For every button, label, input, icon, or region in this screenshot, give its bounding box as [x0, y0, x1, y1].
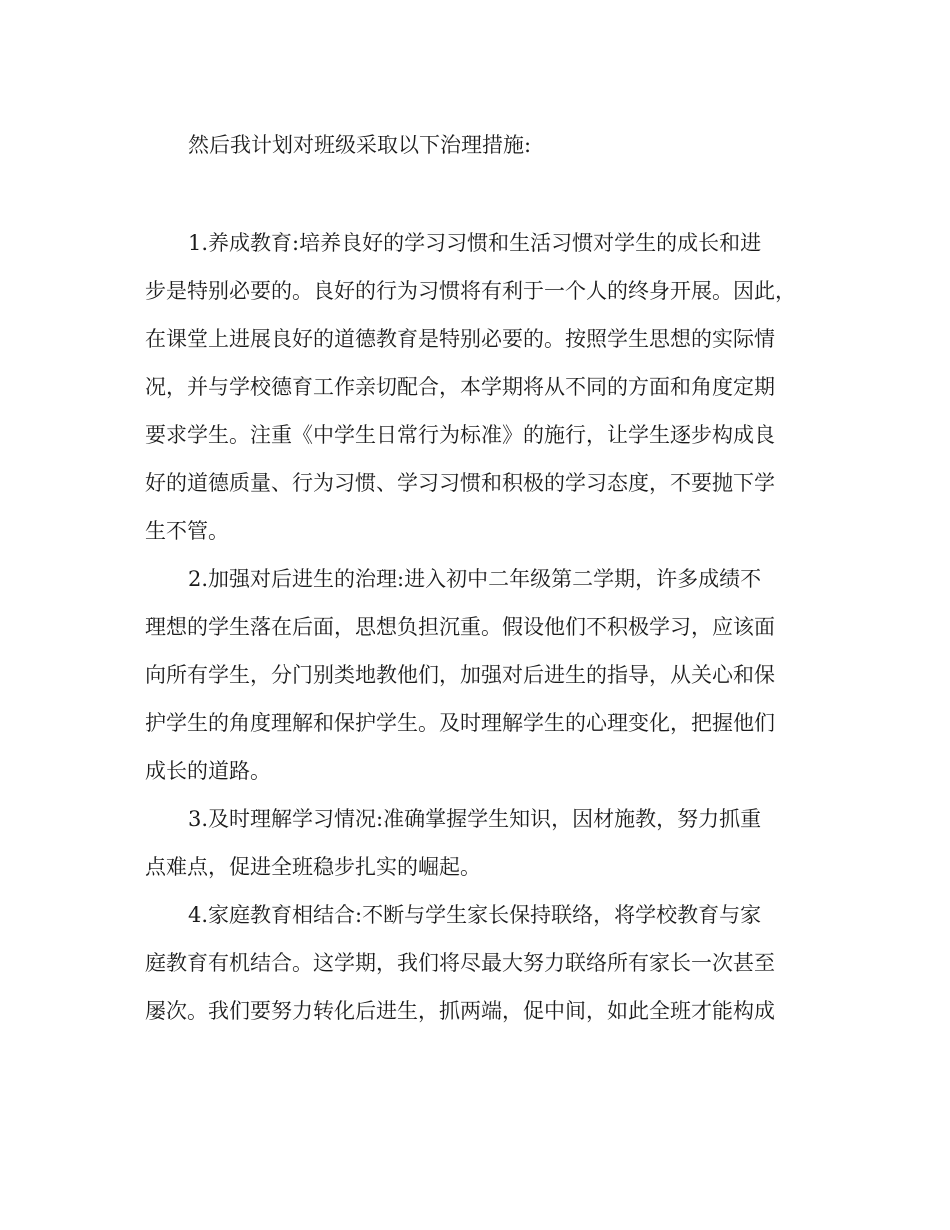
item-1-line-6: 好的道德质量、行为习惯、学习习惯和积极的学习态度，不要抛下学	[145, 471, 775, 495]
item-3-line-1: 3.及时理解学习情况:准确掌握学生知识，因材施教，努力抓重	[188, 807, 762, 831]
item-1-line-3: 在课堂上进展良好的道德教育是特别必要的。按照学生思想的实际情	[145, 327, 775, 351]
item-1-line-1: 1.养成教育:培养良好的学习习惯和生活习惯对学生的成长和进	[188, 231, 762, 255]
item-1-line-5: 要求学生。注重《中学生日常行为标准》的施行，让学生逐步构成良	[145, 423, 775, 447]
item-2-line-4: 护学生的角度理解和保护学生。及时理解学生的心理变化，把握他们	[145, 711, 775, 735]
item-2-line-3: 向所有学生，分门别类地教他们，加强对后进生的指导，从关心和保	[145, 663, 775, 687]
item-2-line-5: 成长的道路。	[145, 759, 271, 783]
item-2-line-2: 理想的学生落在后面，思想负担沉重。假设他们不积极学习，应该面	[145, 615, 775, 639]
item-1-line-2: 步是特别必要的。良好的行为习惯将有利于一个人的终身开展。因此，	[145, 279, 796, 303]
item-3-line-2: 点难点，促进全班稳步扎实的崛起。	[145, 855, 481, 879]
item-4-line-3: 屡次。我们要努力转化后进生，抓两端，促中间，如此全班才能构成	[145, 999, 775, 1023]
item-1-line-4: 况，并与学校德育工作亲切配合，本学期将从不同的方面和角度定期	[145, 375, 775, 399]
item-1-line-7: 生不管。	[145, 519, 229, 543]
item-4-line-2: 庭教育有机结合。这学期，我们将尽最大努力联络所有家长一次甚至	[145, 951, 775, 975]
item-4-line-1: 4.家庭教育相结合:不断与学生家长保持联络，将学校教育与家	[188, 903, 762, 927]
intro-line: 然后我计划对班级采取以下治理措施:	[188, 133, 532, 157]
item-2-line-1: 2.加强对后进生的治理:进入初中二年级第二学期，许多成绩不	[188, 567, 762, 591]
